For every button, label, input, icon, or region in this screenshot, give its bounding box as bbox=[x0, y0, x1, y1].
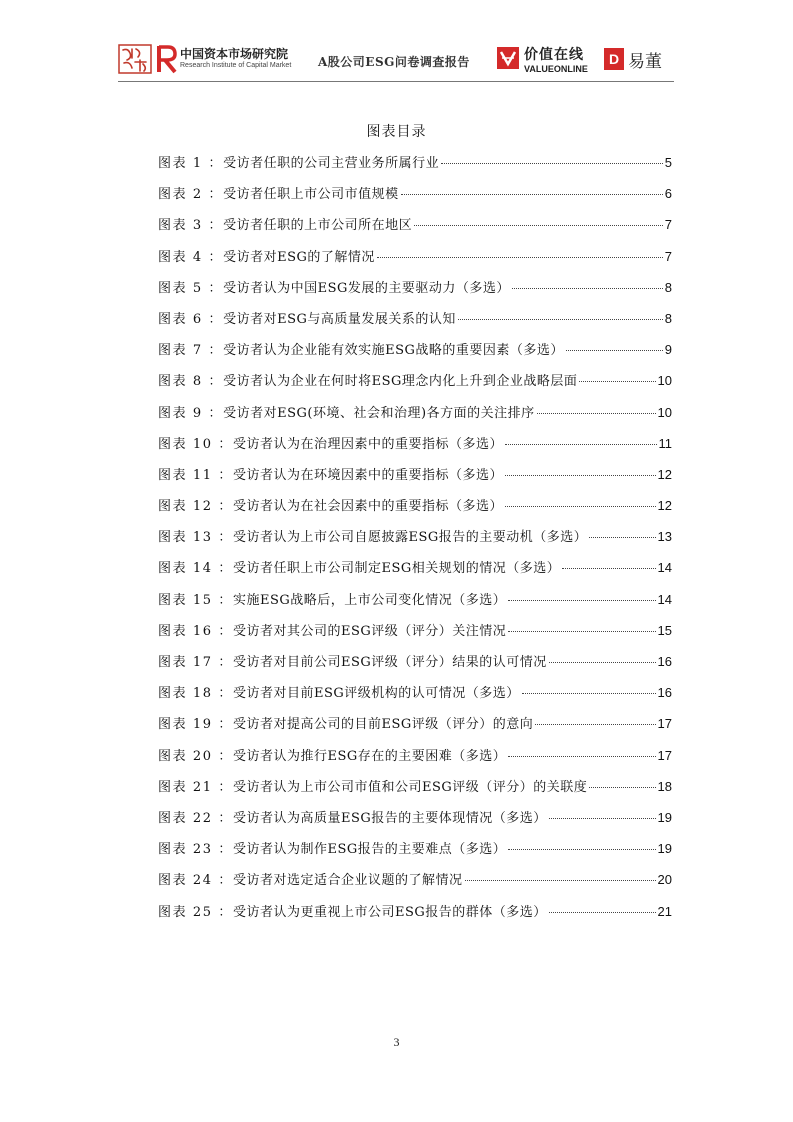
toc-entry[interactable] bbox=[158, 896, 672, 927]
page-number: 3 bbox=[393, 1035, 400, 1049]
toc-entry-page: 21 bbox=[657, 903, 672, 919]
toc-entry-caption: 受访者对其公司的ESG评级（评分）关注情况 bbox=[233, 623, 507, 639]
toc-dot-leader bbox=[505, 505, 656, 507]
toc-dot-leader bbox=[589, 536, 655, 538]
toc-entry-page: 7 bbox=[664, 248, 672, 264]
toc-entry[interactable] bbox=[158, 490, 672, 521]
crmi-subtitle: Research Institute of Capital Market bbox=[180, 62, 292, 69]
toc-entry-caption: 受访者任职上市公司市值规模 bbox=[223, 187, 399, 203]
toc-entry-label: 图表 21 ： bbox=[158, 779, 234, 795]
toc-entry[interactable] bbox=[158, 864, 672, 895]
toc-entry-label: 图表 6 ： bbox=[158, 311, 224, 327]
toc-dot-leader bbox=[505, 443, 656, 445]
toc-entry[interactable] bbox=[158, 428, 672, 459]
toc-dot-leader bbox=[549, 817, 656, 819]
toc-entry-label: 图表 13 ： bbox=[158, 530, 234, 546]
toc-dot-leader bbox=[562, 567, 655, 569]
calligraphy-seal-logo bbox=[118, 44, 152, 74]
toc-entry-label: 图表 1 ： bbox=[158, 156, 224, 171]
toc-entry-page: 8 bbox=[664, 310, 672, 326]
toc-entry-caption: 受访者认为制作ESG报告的主要难点（多选） bbox=[233, 842, 507, 858]
toc-entry-caption: 受访者认为上市公司自愿披露ESG报告的主要动机（多选） bbox=[233, 530, 588, 546]
toc-dot-leader bbox=[537, 412, 656, 414]
toc-dot-leader bbox=[512, 287, 663, 289]
toc-entry-page: 20 bbox=[657, 872, 672, 888]
toc-entry-label: 图表 20 ： bbox=[158, 748, 234, 764]
toc-entry-page: 16 bbox=[657, 654, 672, 669]
toc-entry-page: 14 bbox=[657, 560, 672, 576]
toc-entry-label: 图表 2 ： bbox=[158, 187, 224, 203]
toc-entry[interactable] bbox=[158, 771, 672, 802]
toc-entry-label: 图表 11 ： bbox=[158, 467, 234, 483]
toc-dot-leader bbox=[522, 692, 656, 694]
toc-entry-page: 17 bbox=[657, 747, 672, 763]
toc-entry-caption: 受访者对目前ESG评级机构的认可情况（多选） bbox=[233, 686, 520, 702]
toc-entry-page: 16 bbox=[657, 685, 672, 701]
toc-dot-leader bbox=[508, 599, 655, 601]
header-divider bbox=[118, 81, 674, 82]
toc-entry-caption: 受访者认为企业在何时将ESG理念内化上升到企业战略层面 bbox=[223, 374, 578, 390]
toc-entry[interactable] bbox=[158, 802, 672, 833]
toc-entry-caption: 受访者对ESG(环境、社会和治理)各方面的关注排序 bbox=[223, 405, 535, 421]
toc-entry-page: 19 bbox=[657, 841, 672, 857]
yidong-logo-icon: D bbox=[604, 48, 624, 70]
toc-entry-page: 10 bbox=[657, 373, 672, 389]
toc-entry-label: 图表 5 ： bbox=[158, 280, 224, 296]
toc-entry-page: 7 bbox=[664, 217, 672, 233]
toc-entry-label: 图表 8 ： bbox=[158, 374, 224, 390]
toc-entry[interactable] bbox=[158, 397, 672, 428]
toc-entry[interactable] bbox=[158, 584, 672, 615]
toc-entry-caption: 受访者认为在社会因素中的重要指标（多选） bbox=[233, 499, 504, 515]
toc-entry-caption: 受访者任职的上市公司所在地区 bbox=[223, 218, 413, 234]
toc-entry-page: 14 bbox=[657, 591, 672, 607]
toc-dot-leader bbox=[508, 755, 655, 757]
toc-dot-leader bbox=[566, 349, 663, 351]
toc-entry-label: 图表 22 ： bbox=[158, 810, 234, 826]
toc-entry-caption: 受访者对目前公司ESG评级（评分）结果的认可情况 bbox=[233, 655, 547, 670]
toc-entry-caption: 受访者对提高公司的目前ESG评级（评分）的意向 bbox=[233, 717, 534, 733]
toc-entry[interactable] bbox=[158, 740, 672, 771]
toc-entry-caption: 受访者任职的公司主营业务所属行业 bbox=[223, 156, 440, 171]
toc-entry[interactable] bbox=[158, 241, 672, 272]
toc-entry-label: 图表 24 ： bbox=[158, 873, 234, 889]
toc-entry-label: 图表 4 ： bbox=[158, 249, 224, 265]
toc-dot-leader bbox=[508, 630, 655, 632]
toc-entry-page: 12 bbox=[657, 498, 672, 514]
toc-entry-caption: 实施ESG战略后，上市公司变化情况（多选） bbox=[233, 592, 507, 608]
toc-entry-label: 图表 14 ： bbox=[158, 561, 234, 577]
toc-entry-label: 图表 12 ： bbox=[158, 499, 234, 515]
page-header bbox=[118, 40, 674, 80]
toc-entry-page: 15 bbox=[657, 622, 672, 638]
toc-entry[interactable] bbox=[158, 833, 672, 864]
toc-entry[interactable] bbox=[158, 521, 672, 552]
toc-entry[interactable] bbox=[158, 209, 672, 240]
toc-entry-page: 11 bbox=[658, 435, 672, 451]
toc-entry-page: 6 bbox=[664, 186, 672, 202]
toc-entry-page: 8 bbox=[664, 279, 672, 295]
toc-entry-page: 18 bbox=[657, 778, 672, 794]
toc-entry[interactable] bbox=[158, 365, 672, 396]
toc-dot-leader bbox=[589, 786, 655, 788]
toc-dot-leader bbox=[505, 474, 656, 476]
toc-dot-leader bbox=[508, 848, 655, 850]
toc-entry-caption: 受访者认为中国ESG发展的主要驱动力（多选） bbox=[223, 280, 510, 296]
toc-dot-leader bbox=[441, 162, 663, 164]
toc-entry[interactable] bbox=[158, 303, 672, 334]
toc-entry-caption: 受访者认为在治理因素中的重要指标（多选） bbox=[233, 436, 504, 452]
toc-entry-page: 5 bbox=[664, 155, 672, 170]
report-title: A股公司ESG问卷调查报告 bbox=[318, 55, 470, 69]
toc-entry-page: 10 bbox=[657, 404, 672, 420]
toc-dot-leader bbox=[465, 879, 656, 881]
toc-entry-caption: 受访者认为企业能有效实施ESG战略的重要因素（多选） bbox=[223, 343, 564, 359]
toc-entry-caption: 受访者任职上市公司制定ESG相关规划的情况（多选） bbox=[233, 561, 561, 577]
toc-entry-label: 图表 10 ： bbox=[158, 436, 234, 452]
toc-entry[interactable] bbox=[158, 552, 672, 583]
toc-entry[interactable] bbox=[158, 708, 672, 739]
toc-entry-caption: 受访者认为推行ESG存在的主要困难（多选） bbox=[233, 748, 507, 764]
toc-entry-caption: 受访者对ESG的了解情况 bbox=[223, 249, 375, 265]
toc-entry-label: 图表 19 ： bbox=[158, 717, 234, 733]
toc-entry-label: 图表 17 ： bbox=[158, 655, 234, 670]
toc-entry-label: 图表 16 ： bbox=[158, 623, 234, 639]
toc-entry-page: 19 bbox=[657, 809, 672, 825]
crmi-name: 中国资本市场研究院 bbox=[180, 47, 289, 61]
toc-dot-leader bbox=[579, 380, 655, 382]
toc-dot-leader bbox=[414, 224, 663, 226]
toc-entry-page: 13 bbox=[657, 529, 672, 545]
toc-dot-leader bbox=[377, 256, 663, 258]
toc-entry-caption: 受访者认为上市公司市值和公司ESG评级（评分）的关联度 bbox=[233, 779, 588, 795]
toc-entry-page: 12 bbox=[657, 466, 672, 482]
toc-entry[interactable] bbox=[158, 677, 672, 708]
toc-entry-caption: 受访者认为更重视上市公司ESG报告的群体（多选） bbox=[233, 904, 547, 920]
toc-list bbox=[158, 147, 672, 927]
toc-entry-label: 图表 15 ： bbox=[158, 592, 234, 608]
yidong-text: 易董 bbox=[628, 52, 662, 72]
toc-dot-leader bbox=[549, 911, 656, 913]
toc-entry-label: 图表 25 ： bbox=[158, 904, 234, 920]
toc-entry-label: 图表 18 ： bbox=[158, 686, 234, 702]
toc-entry[interactable] bbox=[158, 272, 672, 303]
toc-entry-page: 9 bbox=[664, 342, 672, 358]
toc-entry[interactable] bbox=[158, 147, 672, 178]
toc-entry-label: 图表 23 ： bbox=[158, 842, 234, 858]
toc-entry[interactable] bbox=[158, 459, 672, 490]
toc-entry-caption: 受访者对ESG与高质量发展关系的认知 bbox=[223, 311, 456, 327]
toc-entry-label: 图表 3 ： bbox=[158, 218, 224, 234]
toc-title: 图表目录 bbox=[366, 124, 427, 140]
toc-dot-leader bbox=[549, 661, 656, 663]
toc-entry[interactable] bbox=[158, 615, 672, 646]
valueonline-mark-icon bbox=[496, 46, 520, 70]
toc-entry-caption: 受访者认为在环境因素中的重要指标（多选） bbox=[233, 467, 504, 483]
toc-dot-leader bbox=[401, 193, 663, 195]
toc-entry[interactable] bbox=[158, 646, 672, 677]
toc-entry-caption: 受访者对选定适合企业议题的了解情况 bbox=[233, 873, 463, 889]
toc-dot-leader bbox=[535, 723, 655, 725]
toc-entry[interactable] bbox=[158, 334, 672, 365]
toc-entry[interactable] bbox=[158, 178, 672, 209]
valueonline-en: VALUEONLINE bbox=[524, 64, 588, 74]
toc-dot-leader bbox=[458, 318, 663, 320]
toc-entry-caption: 受访者认为高质量ESG报告的主要体现情况（多选） bbox=[233, 810, 547, 826]
toc-entry-label: 图表 7 ： bbox=[158, 343, 224, 359]
valueonline-cn: 价值在线 bbox=[524, 47, 584, 63]
crmi-r-logo bbox=[156, 44, 178, 74]
toc-entry-page: 17 bbox=[657, 716, 672, 732]
toc-entry-label: 图表 9 ： bbox=[158, 405, 224, 421]
